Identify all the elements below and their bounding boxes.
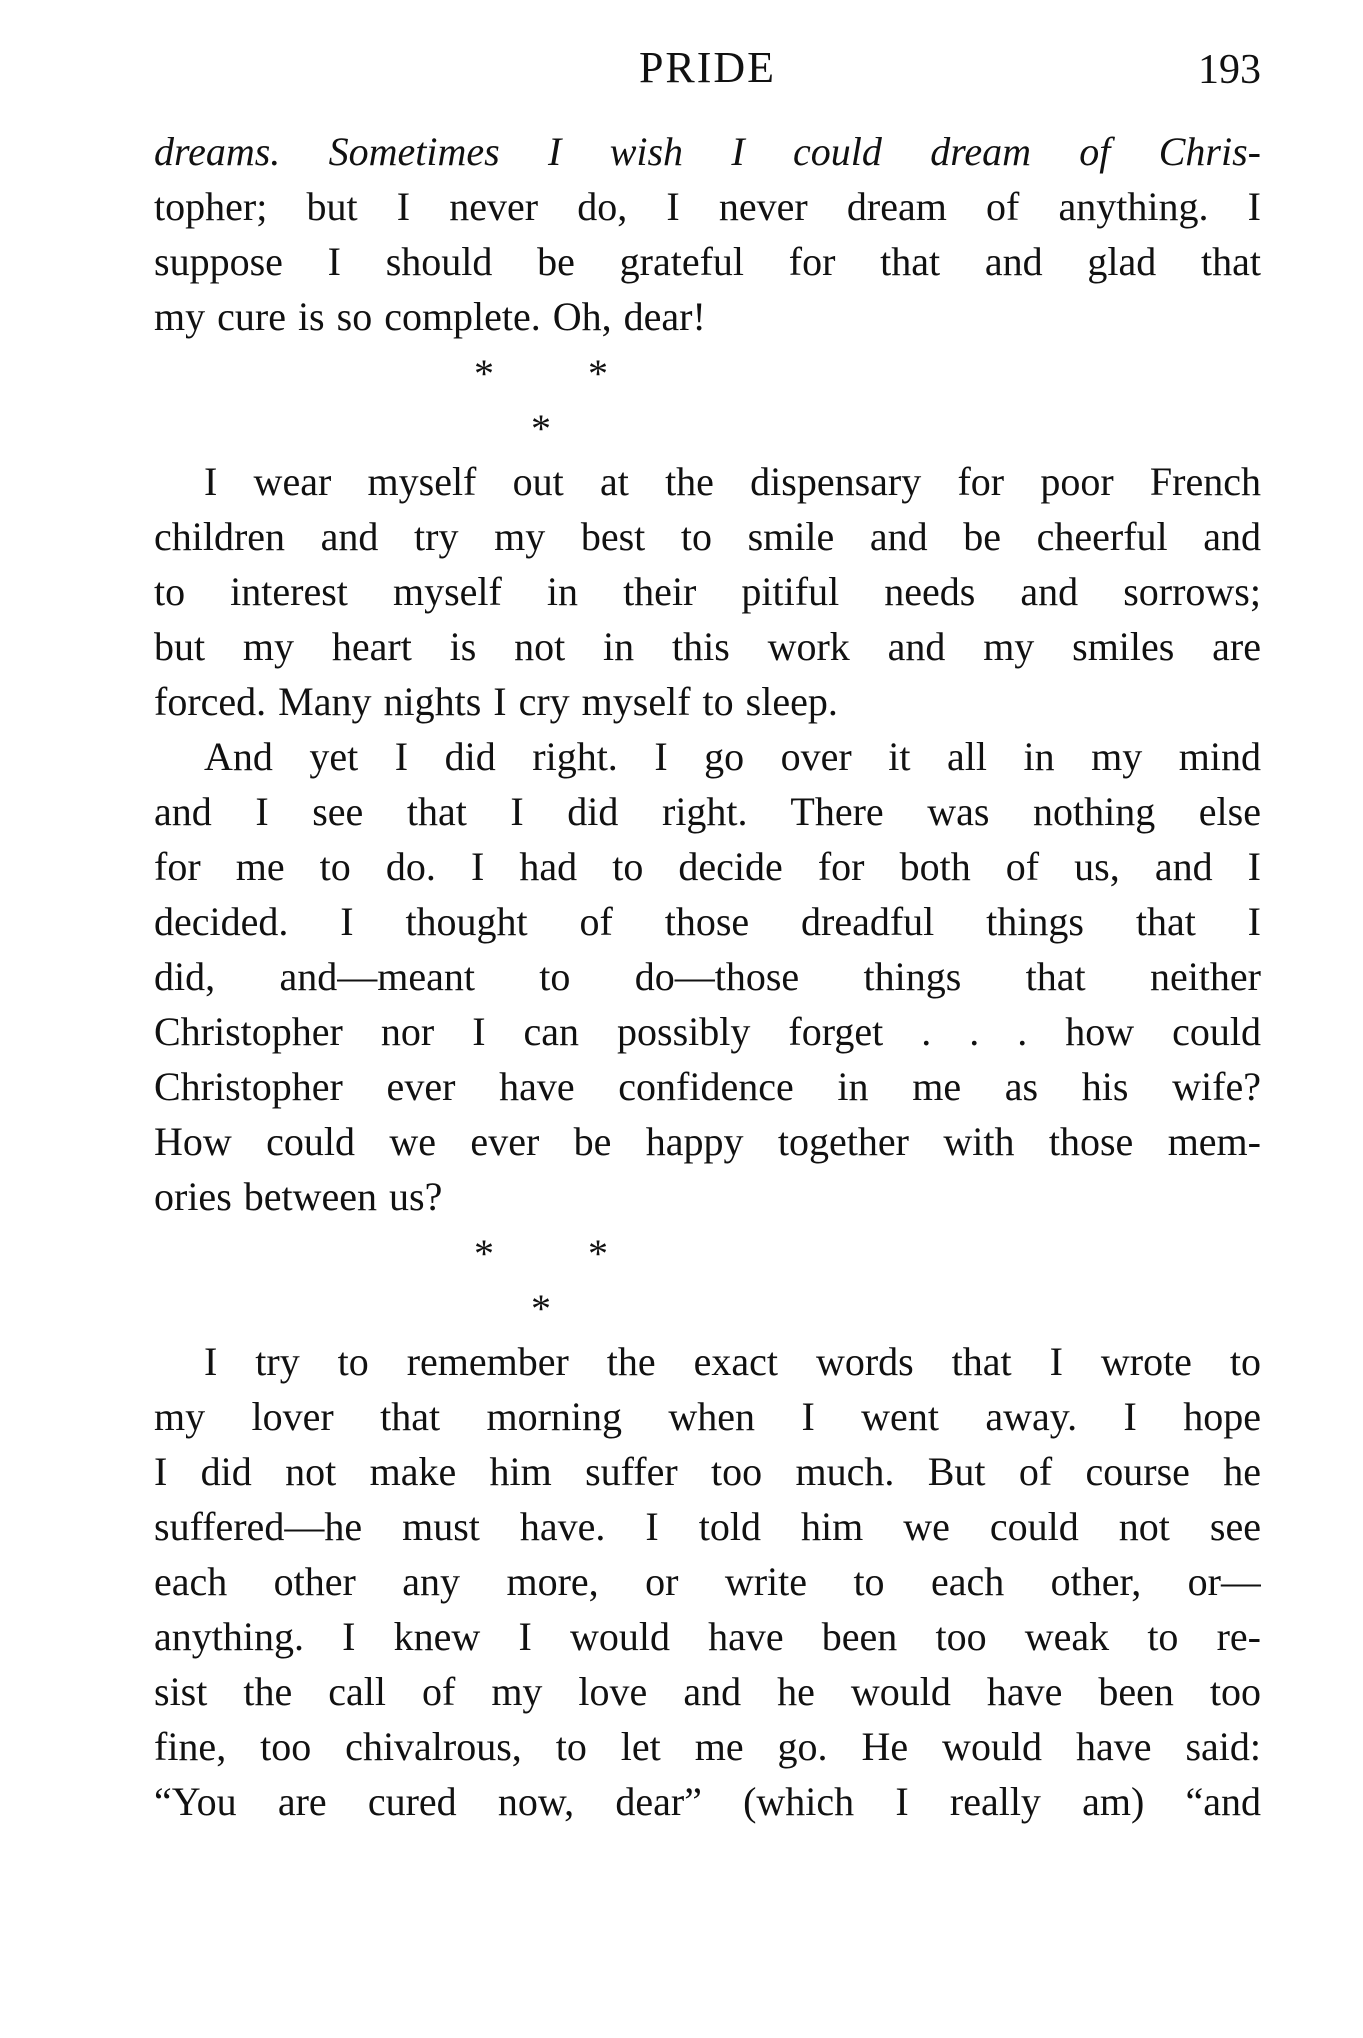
section-separator	[154, 1279, 1261, 1334]
text-line: anything. I knew I would have been too weak to re-	[154, 1614, 1261, 1659]
asterisk: *	[588, 1231, 608, 1276]
text-line: How could we ever be happy together with those mem-	[154, 1119, 1261, 1164]
asterisk: *	[531, 1286, 551, 1331]
text-line: but my heart is not in this work and my smiles are	[154, 624, 1261, 669]
asterisk: *	[474, 1231, 494, 1276]
asterisk: *	[588, 351, 608, 396]
asterisk: *	[474, 351, 494, 396]
text-line: children and try my best to smile and be cheerful and	[154, 514, 1261, 559]
text-line: my lover that morning when I went away. I hope	[154, 1394, 1261, 1439]
text-line: sist the call of my love and he would have been too	[154, 1669, 1261, 1714]
text-line: “You are cured now, dear” (which I really am) “and	[154, 1779, 1261, 1824]
text-line: decided. I thought of those dreadful things that I	[154, 899, 1261, 944]
text-line: I try to remember the exact words that I wrote to	[204, 1339, 1261, 1384]
text-line: did, and—meant to do—those things that neither	[154, 954, 1261, 999]
text-line: my cure is so complete. Oh, dear!	[154, 294, 706, 339]
text-line: Christopher ever have confidence in me as his wife?	[154, 1064, 1261, 1109]
section-separator	[154, 1224, 1261, 1279]
text-line: forced. Many nights I cry myself to sleep.	[154, 679, 838, 724]
body-text	[154, 124, 1261, 1829]
text-line: ories between us?	[154, 1174, 443, 1219]
running-head	[154, 42, 1261, 102]
text-line: I wear myself out at the dispensary for poor French	[204, 459, 1261, 504]
text-line: suppose I should be grateful for that and glad that	[154, 239, 1261, 284]
asterisk: *	[531, 406, 551, 451]
text-line: to interest myself in their pitiful needs and sorrows;	[154, 569, 1261, 614]
text-line: dreams. Sometimes I wish I could dream of Chris-	[154, 129, 1261, 174]
section-separator	[154, 399, 1261, 454]
text-line: topher; but I never do, I never dream of anything. I	[154, 184, 1261, 229]
text-line: each other any more, or write to each other, or—	[154, 1559, 1261, 1604]
text-line: suffered—he must have. I told him we could not see	[154, 1504, 1261, 1549]
text-line: And yet I did right. I go over it all in my mind	[204, 734, 1261, 779]
text-line: fine, too chivalrous, to let me go. He would have said:	[154, 1724, 1261, 1769]
text-line: for me to do. I had to decide for both of us, and I	[154, 844, 1261, 889]
section-separator	[154, 344, 1261, 399]
text-line: and I see that I did right. There was nothing else	[154, 789, 1261, 834]
text-line: Christopher nor I can possibly forget . . . how could	[154, 1009, 1261, 1054]
text-line: I did not make him suffer too much. But of course he	[154, 1449, 1261, 1494]
page-number: 193	[1198, 47, 1261, 93]
running-title: PRIDE	[638, 43, 777, 92]
